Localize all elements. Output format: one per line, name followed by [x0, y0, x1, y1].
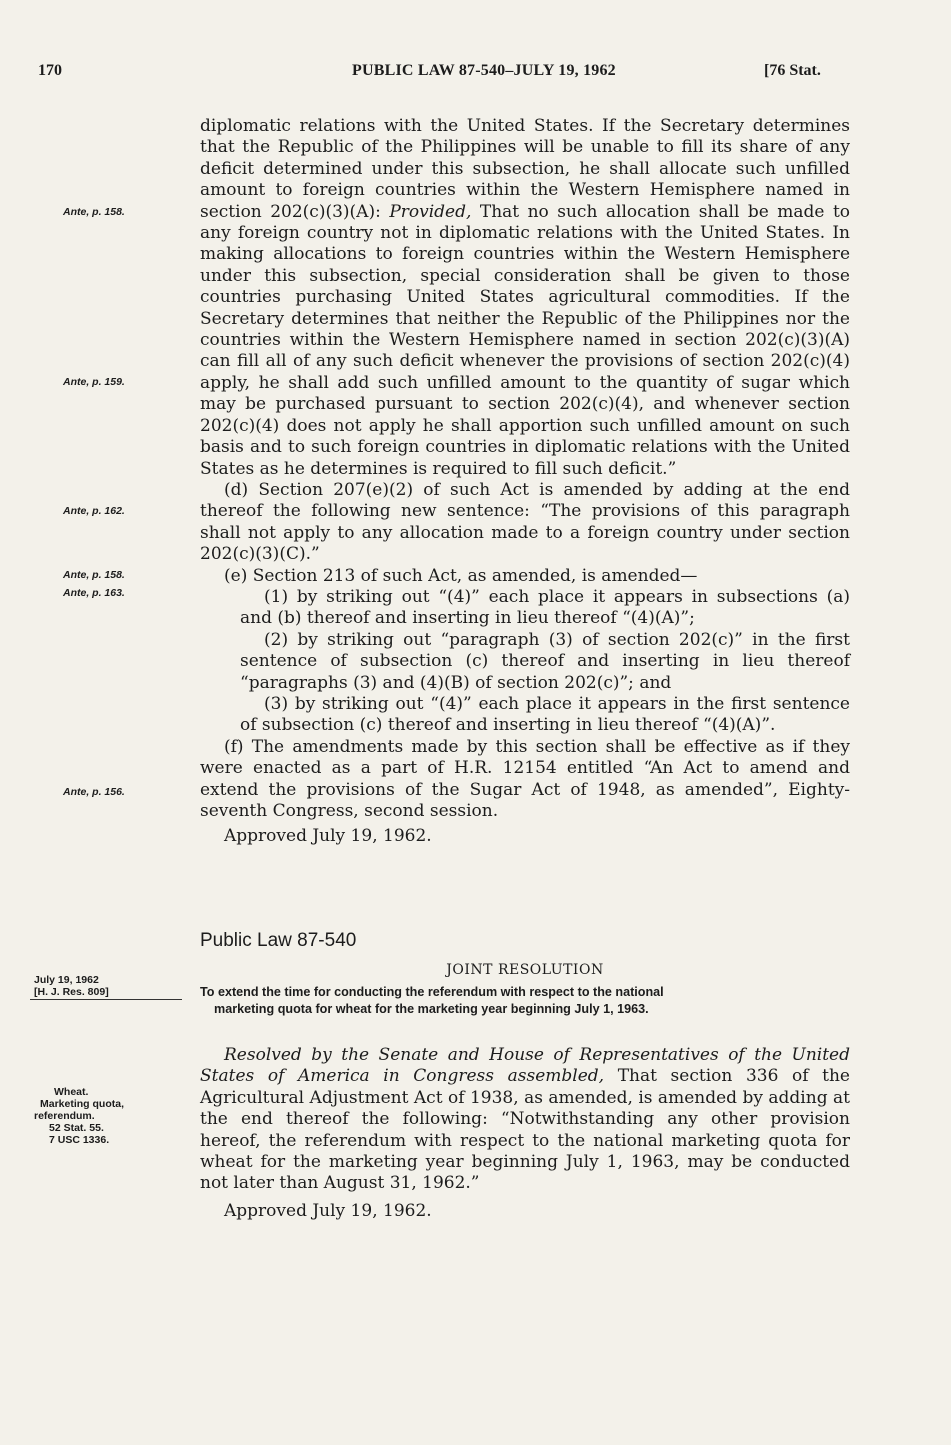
margin-note-marketing-quota: Marketing quota,	[40, 1098, 125, 1110]
page-header	[0, 62, 951, 88]
margin-rule	[30, 999, 182, 1000]
section-body	[200, 116, 850, 848]
margin-note-ante-158-b	[30, 569, 182, 581]
margin-note-stat: 52 Stat. 55.	[49, 1122, 104, 1134]
public-law-title: Public Law 87-540	[200, 930, 357, 951]
resolving-clause: Resolved by the Senate and House of Representatives of the United States of America in Congress assembled,	[200, 1045, 850, 1087]
margin-note-referendum: referendum.	[34, 1110, 95, 1122]
margin-note-ante-156	[30, 786, 182, 798]
margin-note-ante-159	[30, 376, 182, 388]
subsection-f: (f) The amendments made by this section shall be effective as if they were enacted as a part of H.R. 12154 entitled “An Act to amend and extend the provisions of the Sugar Act of 1948, as amended”, Eighty-seventh Congress, second session.	[200, 736, 850, 821]
paragraph-continuation	[200, 116, 850, 480]
paragraph-text: That no such allocation shall be made to any foreign country not in diplomatic relations with the United States. In making allocations to foreign countries within the Western Hemisphere under this subsection, special consideration shall be given to those countries purchasing United States agricultural commodities. If the Secretary determines that neither the Republic of the Philippines nor the countries within the Western Hemisphere named in section 202(c)(3)(A) can fill all of any such deficit whenever the provisions of section 202(c)(4) apply, he shall add such unfilled amount to the quantity of sugar which may be purchased pursuant to section 202(c)(4), and whenever section 202(c)(4) does not apply he shall apportion such unfilled amount on such basis and to such foreign countries in diplomatic relations with the United States as he determines is required to fill such deficit.”	[200, 201, 851, 479]
margin-note-date: July 19, 1962	[34, 974, 99, 986]
margin-note-wheat-block	[34, 1086, 184, 1146]
margin-note-ante-162	[30, 505, 182, 517]
margin-note-text: Ante, p. 162.	[63, 505, 125, 517]
margin-note-date-block	[34, 974, 184, 998]
paragraph-text: diplomatic relations with the United States. If the Secretary determines that the Republic of the Philippines will be unable to fill its share of any deficit determined under this subsection, he shall allocate such unfilled amount to foreign countries within the Western Hemisphere named in section 202(c)(3)(A):	[200, 116, 850, 222]
joint-resolution-heading: JOINT RESOLUTION	[446, 962, 604, 978]
margin-note-text: Ante, p. 159.	[63, 376, 125, 388]
clause-e-3: (3) by striking out “(4)” each place it appears in the first sentence of subsection (c) thereof and inserting in lieu thereof “(4)(A)”.	[240, 693, 850, 736]
margin-note-ante-158	[30, 206, 182, 218]
clause-e-2: (2) by striking out “paragraph (3) of section 202(c)” in the first sentence of subsection (c) thereof and inserting in lieu thereof “paragraphs (3) and (4)(B) of section 202(c)”; and	[240, 629, 850, 693]
running-title: PUBLIC LAW 87-540–JULY 19, 1962	[352, 62, 616, 79]
resolution-approval-date: Approved July 19, 1962.	[224, 1200, 432, 1221]
margin-note-text: Ante, p. 163.	[63, 587, 125, 599]
resolution-purpose	[200, 984, 850, 1018]
page-number: 170	[38, 62, 62, 79]
margin-note-ante-163	[30, 587, 182, 599]
subsection-e: (e) Section 213 of such Act, as amended, is amended—	[224, 565, 698, 586]
provided-proviso: Provided,	[389, 201, 472, 222]
volume-reference: [76 Stat.	[764, 62, 821, 79]
margin-note-usc: 7 USC 1336.	[49, 1134, 110, 1146]
purpose-line-2: marketing quota for wheat for the marketing year beginning July 1, 1963.	[214, 1002, 649, 1016]
margin-note-text: Ante, p. 158.	[63, 569, 125, 581]
resolution-body	[200, 1045, 850, 1222]
approval-date: Approved July 19, 1962.	[224, 826, 432, 847]
resolution-text	[200, 1045, 850, 1195]
margin-note-wheat: Wheat.	[54, 1086, 89, 1098]
purpose-line-1: To extend the time for conducting the referendum with respect to the national	[200, 985, 664, 999]
margin-note-resolution: [H. J. Res. 809]	[34, 986, 109, 998]
margin-note-text: Ante, p. 158.	[63, 206, 125, 218]
margin-note-text: Ante, p. 156.	[63, 786, 125, 798]
clause-e-1: (1) by striking out “(4)” each place it appears in subsections (a) and (b) thereof and inserting in lieu thereof “(4)(A)”;	[240, 586, 850, 629]
resolution-provision: That section 336 of the Agricultural Adjustment Act of 1938, as amended, is amended by adding at the end thereof the following: “Notwithstanding any other provision hereof, the referendum with respect to the national marketing quota for wheat for the marketing year beginning July 1, 1963, may be conducted not later than August 31, 1962.”	[200, 1066, 850, 1194]
subsection-d: (d) Section 207(e)(2) of such Act is amended by adding at the end thereof the following new sentence: “The provisions of this paragraph shall not apply to any allocation made to a foreign country under section 202(c)(3)(C).”	[200, 479, 850, 565]
